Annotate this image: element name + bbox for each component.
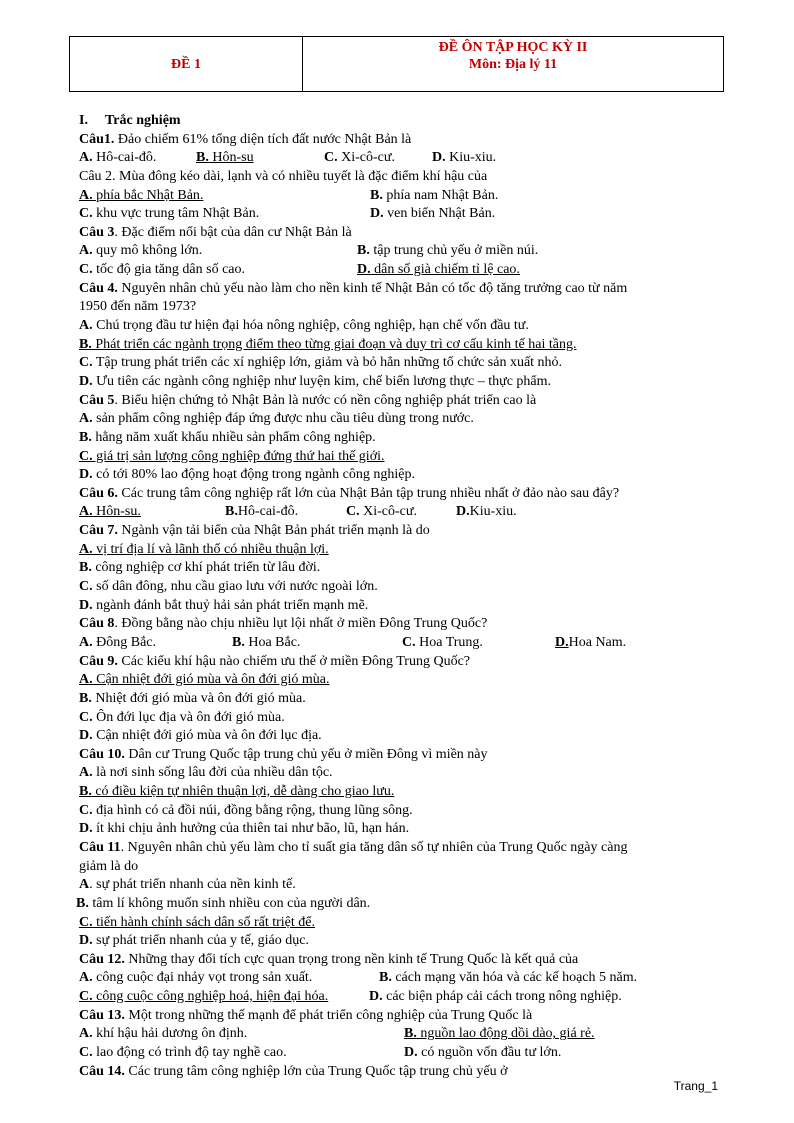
question-text: . Biểu hiện chứng tỏ Nhật Bản là nước có nền công nghiệp phát triển cao là [114,392,537,408]
section-number: I. [79,113,88,128]
section-title: Trắc nghiệm [105,113,181,128]
option-c: C. Xi-cô-cư. [324,150,395,166]
question-13-options-ab [79,1025,719,1044]
question-text: Ngành vận tải biển của Nhật Bản phát triển mạnh là do [117,523,430,539]
question-12 [79,951,719,970]
exam-code: ĐỀ 1 [171,57,201,72]
question-text: Một trong những thế mạnh để phát triển công nghiệp của Trung Quốc là [124,1007,533,1023]
question-3-options-cd [79,261,719,280]
option-c: C. khu vực trung tâm Nhật Bản. [79,206,260,222]
question-12-options-ab [79,969,719,988]
option-d: D.Kiu-xiu. [456,504,517,520]
option-c: C. Xi-cô-cư. [346,504,417,520]
question-10 [79,746,719,765]
question-text: Các trung tâm công nghiệp rất lớn của Nhật Bản tập trung nhiều nhất ở đảo nào sau đây? [117,485,620,501]
option-b: B.Hô-cai-đô. [225,504,299,520]
question-2-options-ab [79,187,719,206]
option-a: A. sự phát triển nhanh của nền kinh tế. [79,877,296,893]
document-body [76,112,719,1081]
question-6 [79,485,719,504]
question-number: Câu1. [79,131,115,147]
option-a: A. khí hậu hải dương ôn định. [79,1026,248,1042]
option-a: A. sản phẩm công nghiệp đáp ứng được nhu cầu tiêu dùng trong nước. [79,411,474,427]
question-number: Câu 5 [79,392,115,408]
question-2 [79,168,719,187]
option-c: C. số dân đông, nhu cầu giao lưu với nước ngoài lớn. [79,579,378,595]
question-13-options-cd [79,1044,719,1063]
option-d: D. ít khi chịu ảnh hưởng của thiên tai như bão, lũ, hạn hán. [79,821,410,837]
option-d: D. Ưu tiên các ngành công nghiệp như luyện kim, chế biến lương thực – thực phẩm. [79,373,552,389]
question-number: Câu 11 [79,839,121,855]
option-c-answer: C. công cuộc công nghiệp hoá, hiện đại hóa. [79,989,329,1005]
option-d: D. ven biển Nhật Bản. [370,206,496,222]
option-d: D. Cận nhiệt đới gió mùa và ôn đới lục địa. [79,728,322,744]
question-1 [79,131,719,150]
question-text: . Đặc điểm nổi bật của dân cư Nhật Bản là [114,224,352,240]
option-d: D. có tới 80% lao động hoạt động trong ngành công nghiệp. [79,467,415,483]
question-text: Các trung tâm công nghiệp lớn của Trung Quốc tập trung chủ yếu ở [124,1063,508,1079]
option-d: D. Kiu-xiu. [432,150,497,166]
option-d-answer: D. dân số già chiếm tỉ lệ cao. [357,262,520,278]
exam-title: ĐỀ ÔN TẬP HỌC KỲ II [438,40,588,55]
question-number: Câu 8 [79,616,115,632]
section-heading [79,112,719,131]
question-number: Câu 13. [79,1007,125,1023]
option-d-answer: D.Hoa Nam. [555,634,627,650]
option-c-answer: C. giá trị sản lượng công nghiệp đứng thứ hai thế giới. [79,448,385,464]
question-number: Câu 14. [79,1063,125,1079]
question-8-options [79,634,719,653]
option-b: B. tập trung chủ yếu ở miền núi. [357,243,539,259]
option-a: A. Đông Bắc. [79,634,157,650]
question-3-options-ab [79,242,719,261]
header-table [69,36,724,92]
option-c: C. Tập trung phát triển các xí nghiệp lớn, giảm và bỏ hẳn những tổ chức sản xuất nhỏ. [79,355,563,371]
option-b: B. cách mạng văn hóa và các kế hoạch 5 năm. [379,970,638,986]
question-14 [79,1063,719,1082]
question-text: Các kiểu khí hậu nào chiếm ưu thế ở miền Đông Trung Quốc? [117,653,471,669]
option-b: B. tâm lí không muốn sinh nhiều con của người dân. [76,895,371,911]
option-d: D. ngành đánh bắt thuỷ hải sản phát triển mạnh mẽ. [79,597,369,613]
option-b: B. hằng năm xuất khẩu nhiều sản phẩm công nghiệp. [79,429,376,445]
question-number: Câu 9. [79,653,118,669]
exam-code-cell [70,37,303,91]
question-text: Đảo chiếm 61% tổng diện tích đất nước Nhật Bản là [114,131,412,147]
question-3 [79,224,719,243]
option-c: C. Ôn đới lục địa và ôn đới gió mùa. [79,709,285,725]
option-c-answer: C. tiến hành chính sách dân số rất triệt để. [79,914,315,930]
option-d: D. có nguồn vốn đầu tư lớn. [404,1045,562,1061]
option-b-answer: B. nguồn lao động dồi dào, giá rẻ. [404,1026,595,1042]
question-number: Câu 10. [79,746,125,762]
question-11-cont [79,858,719,877]
option-b-answer: B. có điều kiện tự nhiên thuận lợi, dễ dàng cho giao lưu. [79,784,395,800]
page-number: Trang_1 [673,1079,718,1093]
question-13 [79,1007,719,1026]
question-text: . Nguyên nhân chủ yếu làm cho tỉ suất gia tăng dân số tự nhiên của Trung Quốc ngày càng [120,839,628,855]
option-a: A. Chú trọng đầu tư hiện đại hóa nông nghiệp, công nghiệp, hạn chế vốn đầu tư. [79,318,529,334]
question-number: Câu 6. [79,485,118,501]
option-a: A. là nơi sinh sống lâu đời của nhiều dân tộc. [79,765,333,781]
question-9 [79,653,719,672]
question-text: Câu 2. Mùa đông kéo dài, lạnh và có nhiều tuyết là đặc điểm khí hậu của [79,168,488,184]
question-text: Dân cư Trung Quốc tập trung chủ yếu ở miền Đông vì miền này [124,746,488,762]
question-2-options-cd [79,205,719,224]
exam-subject: Môn: Địa lý 11 [468,57,558,72]
question-12-options-cd [79,988,719,1007]
exam-title-cell [303,37,723,91]
option-a: A. công cuộc đại nhảy vọt trong sản xuất. [79,970,313,986]
option-c: C. tốc độ gia tăng dân số cao. [79,262,246,278]
question-4-cont [79,298,719,317]
question-number: Câu 4. [79,280,118,296]
question-text-cont: giảm là do [79,858,139,874]
option-a: A. Hô-cai-đô. [79,150,157,166]
question-text: . Đồng bằng nào chịu nhiều lụt lội nhất ở miền Đông Trung Quốc? [114,616,488,632]
option-a-answer: A. phía bắc Nhật Bản. [79,187,204,203]
option-a: A. quy mô không lớn. [79,243,203,259]
option-d: D. sự phát triển nhanh của y tế, giáo dục. [79,933,309,949]
question-6-options [79,503,719,522]
option-a-answer: A. vị trí địa lí và lãnh thổ có nhiều thuận lợi. [79,541,329,557]
option-b: B. Nhiệt đới gió mùa và ôn đới gió mùa. [79,690,306,706]
question-8 [79,615,719,634]
question-11 [79,839,719,858]
option-b: B. phía nam Nhật Bản. [370,187,499,203]
option-b-answer: B. Hôn-su [196,150,254,166]
option-b-answer: B. Phát triển các ngành trọng điểm theo từng giai đoạn và duy trì cơ cấu kinh tế hai tầng. [79,336,577,352]
option-c: C. địa hình có cả đồi núi, đồng bằng rộng, thung lũng sông. [79,802,413,818]
question-number: Câu 7. [79,523,118,539]
option-b: B. công nghiệp cơ khí phát triển từ lâu đời. [79,560,321,576]
question-4 [79,280,719,299]
question-text: Nguyên nhân chủ yếu nào làm cho nền kinh tế Nhật Bản có tốc độ tăng trưởng cao từ năm [117,280,628,296]
question-text-cont: 1950 đến năm 1973? [79,299,197,315]
option-a-answer: A. Cận nhiệt đới gió mùa và ôn đới gió mùa. [79,672,330,688]
option-c: C. lao động có trình độ tay nghề cao. [79,1045,287,1061]
question-7 [79,522,719,541]
option-b: B. Hoa Bắc. [232,634,301,650]
option-a-answer: A. Hôn-su. [79,504,141,520]
question-text: Những thay đổi tích cực quan trọng trong nền kinh tế Trung Quốc là kết quả của [124,951,579,967]
question-1-options [79,149,719,168]
option-c: C. Hoa Trung. [402,634,483,650]
question-5 [79,392,719,411]
option-d: D. các biện pháp cải cách trong nông nghiệp. [369,989,622,1005]
question-number: Câu 12. [79,951,125,967]
question-number: Câu 3 [79,224,115,240]
